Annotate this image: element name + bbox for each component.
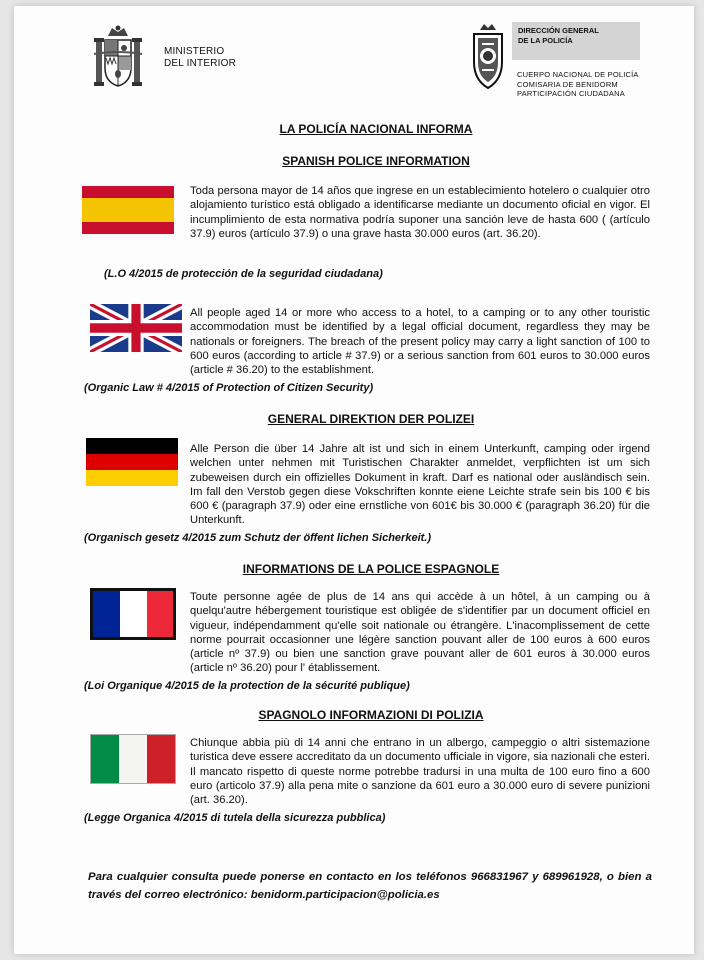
cnp-line-3: PARTICIPACIÓN CIUDADANA [517, 89, 625, 98]
ministry-name [164, 46, 236, 70]
ministry-line-1: MINISTERIO [164, 46, 225, 57]
french-law: (Loi Organique 4/2015 de la protection de la sécurité publique) [84, 680, 410, 692]
direction-general-label [512, 22, 640, 60]
spanish-paragraph [82, 184, 650, 241]
ministry-line-2: DEL INTERIOR [164, 58, 237, 69]
italian-paragraph [80, 736, 650, 807]
german-text: Alle Person die über 14 Jahre alt ist und sich in einem Unterkunft, camping oder irgend welchen unter nehmen mit Turistischen Charakter anmeldet, verpflichten ist um sich zubeweisen durch ein offizielles Dokument in kraft. Darf es national oder ausländisch sein. Im fall den Verstob gegen diese Vokschriften konnte eiene Leichte strafe sein bis 100 € bis 600 € (paragraph 37.9) oder eine ernstliche von 601€ bis 30.000 € (paragraph 36.20) für die Unterkunft. [190, 443, 650, 527]
police-unit-label [517, 70, 639, 99]
french-text: Toute personne agée de plus de 14 ans qui accède à un hôtel, à un camping ou à quelqu'autre hébergement touristique est obligée de s'identifier par un document officiel en vigueur, indépendamment qu'elle soit nationale ou étrangère. L'inacomplissement de cette norme pourrait occasionner une légère sanction pouvant aller de 100 euros à 600 euros (article nº 37.9) ou bien une sanction grave pouvant aller de 601 euros à 30.000 euros (article nº 36.20) pour l' établissement. [190, 591, 650, 675]
english-title: SPANISH POLICE INFORMATION [282, 154, 470, 168]
italian-law: (Legge Organica 4/2015 di tutela della sicurezza pubblica) [84, 812, 386, 824]
german-title: GENERAL DIREKTION DER POLIZEI [267, 412, 475, 426]
english-law: (Organic Law # 4/2015 of Protection of Citizen Security) [84, 382, 374, 394]
spain-coat-of-arms-icon [92, 24, 144, 94]
german-law: (Organisch gesetz 4/2015 zum Schutz der öffent lichen Sicherkeit.) [84, 532, 432, 544]
german-paragraph [78, 442, 650, 528]
french-title: INFORMATIONS DE LA POLICE ESPAGNOLE [242, 562, 500, 576]
main-title: LA POLICÍA NACIONAL INFORMA [279, 122, 473, 136]
document-page [14, 6, 694, 954]
english-paragraph [82, 306, 650, 377]
police-shield-icon [468, 22, 508, 92]
spanish-law: (L.O 4/2015 de protección de la seguridad ciudadana) [104, 268, 383, 280]
dgp-line-1: DIRECCIÓN GENERAL [518, 26, 599, 35]
cnp-line-1: CUERPO NACIONAL DE POLICÍA [517, 70, 639, 79]
english-text: All people aged 14 or more who access to a hotel, to a camping or to any other touristic accommodation must be identified by a legal official document, regardless they may be nationals or foreigners. The breach of the present policy may carry a light sanction of 100 to 600 euros (according to article # 37.9) or a serious sanction from 601 euros to 30.000 euros (article # 36.20) to the establishment. [190, 307, 650, 377]
contact-info: Para cualquier consulta puede ponerse en contacto en los teléfonos 966831967 y 689961928, o bien a través del correo electrónico: benidorm.participacion@policia.es [88, 871, 652, 901]
dgp-line-2: DE LA POLICÍA [518, 36, 573, 45]
italian-title: SPAGNOLO INFORMAZIONI DI POLIZIA [258, 708, 484, 722]
cnp-line-2: COMISARIA DE BENIDORM [517, 79, 618, 89]
italian-text: Chiunque abbia più di 14 anni che entrano in un albergo, campeggio o altri sistemazione turistica deve essere accreditato da un documento ufficiale in vigore, sia nazionali che esteri. Il mancato rispetto di queste norme potrebbe tradursi in una multa de 100 euro fino a 600 euro (articolo 37.9) alla pena mite o sanzione da 601 euro a 30.000 euro di severe punizioni (art. 36.20). [190, 737, 650, 807]
spanish-text: Toda persona mayor de 14 años que ingrese en un establecimiento hotelero o cualquier otro alojamiento turístico está obligado a identificarse mediante un documento oficial en vigor. El incumplimiento de esta normativa podría suponer una sanción leve de hasta 600 ( (artículo 37.9) euros (artículo 37.9) o una grave hasta 30.000 euros (art. 36.20). [190, 185, 650, 240]
french-paragraph [80, 590, 650, 676]
